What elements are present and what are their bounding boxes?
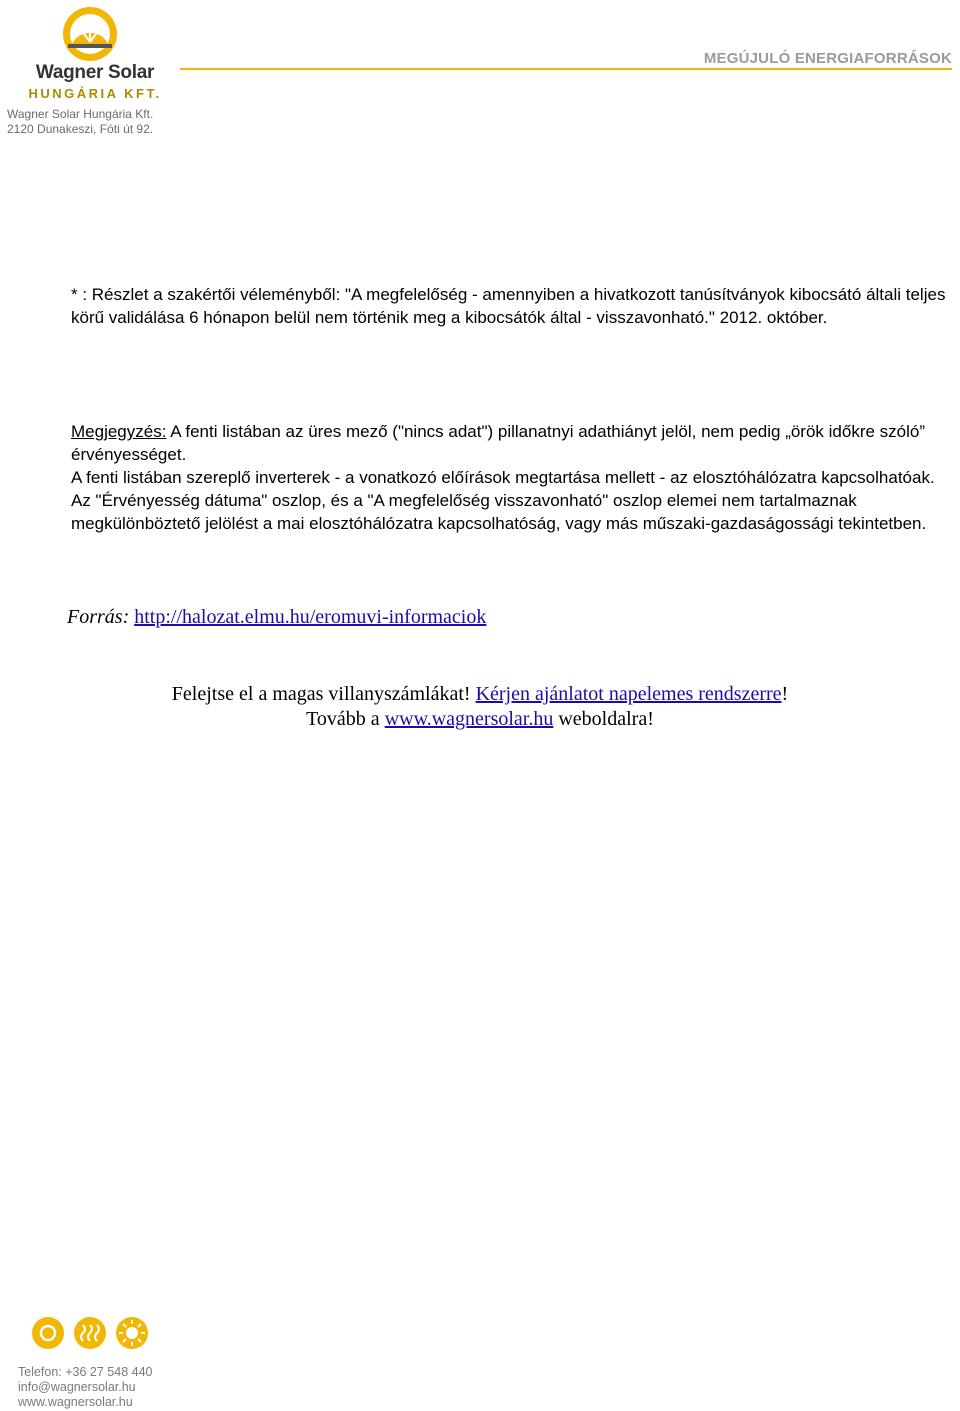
cta-text: Tovább a [306,708,385,730]
source-line [67,606,486,629]
remark-text-continued: A fenti listában szereplő inverterek - a vonatkozó előírások megtartása mellett - az elosztóhálózatra kapcsolhatóak. Az "Érvényesség dátuma" oszlop, és a "A megfelelőség visszavonható" oszlop elemei nem tartalmaznak megkülönböztető jelölést a mai elosztóhálózatra kapcsolhatóság, vagy más műszaki-gazdaságossági tekintetben. [71,468,935,533]
expert-note-paragraph: * : Részlet a szakértői véleményből: "A megfelelőség - amennyiben a hivatkozott tanúsítványok kibocsátó általi teljes körű validálása 6 hónapon belül nem történik meg a kibocsátók által - visszavonható." 2012. október. [71,285,946,327]
footer-icons [30,1315,150,1356]
footer-website[interactable]: www.wagnersolar.hu [18,1395,133,1409]
company-address-line: 2120 Dunakeszi, Fóti út 92. [7,122,154,136]
remark-paragraph [71,420,956,535]
footer-phone: Telefon: +36 27 548 440 [18,1365,153,1379]
cta-text: weboldalra! [553,708,654,730]
footer-contact [18,1365,153,1410]
website-link[interactable]: www.wagnersolar.hu [384,708,554,730]
remark-text: A fenti listában az üres mező ("nincs adat") pillanatnyi adathiányt jelöl, nem pedig „örök időkre szóló” érvényességet. [71,422,926,464]
cta-line-2 [0,707,960,732]
cta-text: Felejtse el a magas villanyszámlákat! [171,683,476,705]
footer-email[interactable]: info@wagnersolar.hu [18,1380,136,1394]
header-divider [180,68,952,70]
call-to-action [0,682,960,732]
remark-label: Megjegyzés: [71,422,167,441]
brand-name: Wagner Solar [35,62,155,83]
page-header-title: MEGÚJULÓ ENERGIAFORRÁSOK [703,50,952,67]
sun-icon [116,1317,148,1349]
sun-logo-icon [60,6,120,62]
heat-waves-icon [74,1317,106,1349]
company-address-line: Wagner Solar Hungária Kft. [7,107,154,121]
source-label: Forrás: [67,606,130,628]
quote-request-link[interactable]: Kérjen ajánlatot napelemes rendszerre [475,683,782,705]
sun-icon [32,1317,64,1349]
company-logo [18,6,168,102]
source-link[interactable]: http://halozat.elmu.hu/eromuvi-informaciok [134,606,487,628]
brand-subtitle: HUNGÁRIA KFT. [28,86,162,101]
cta-text: ! [781,683,789,705]
cta-line-1 [0,682,960,707]
